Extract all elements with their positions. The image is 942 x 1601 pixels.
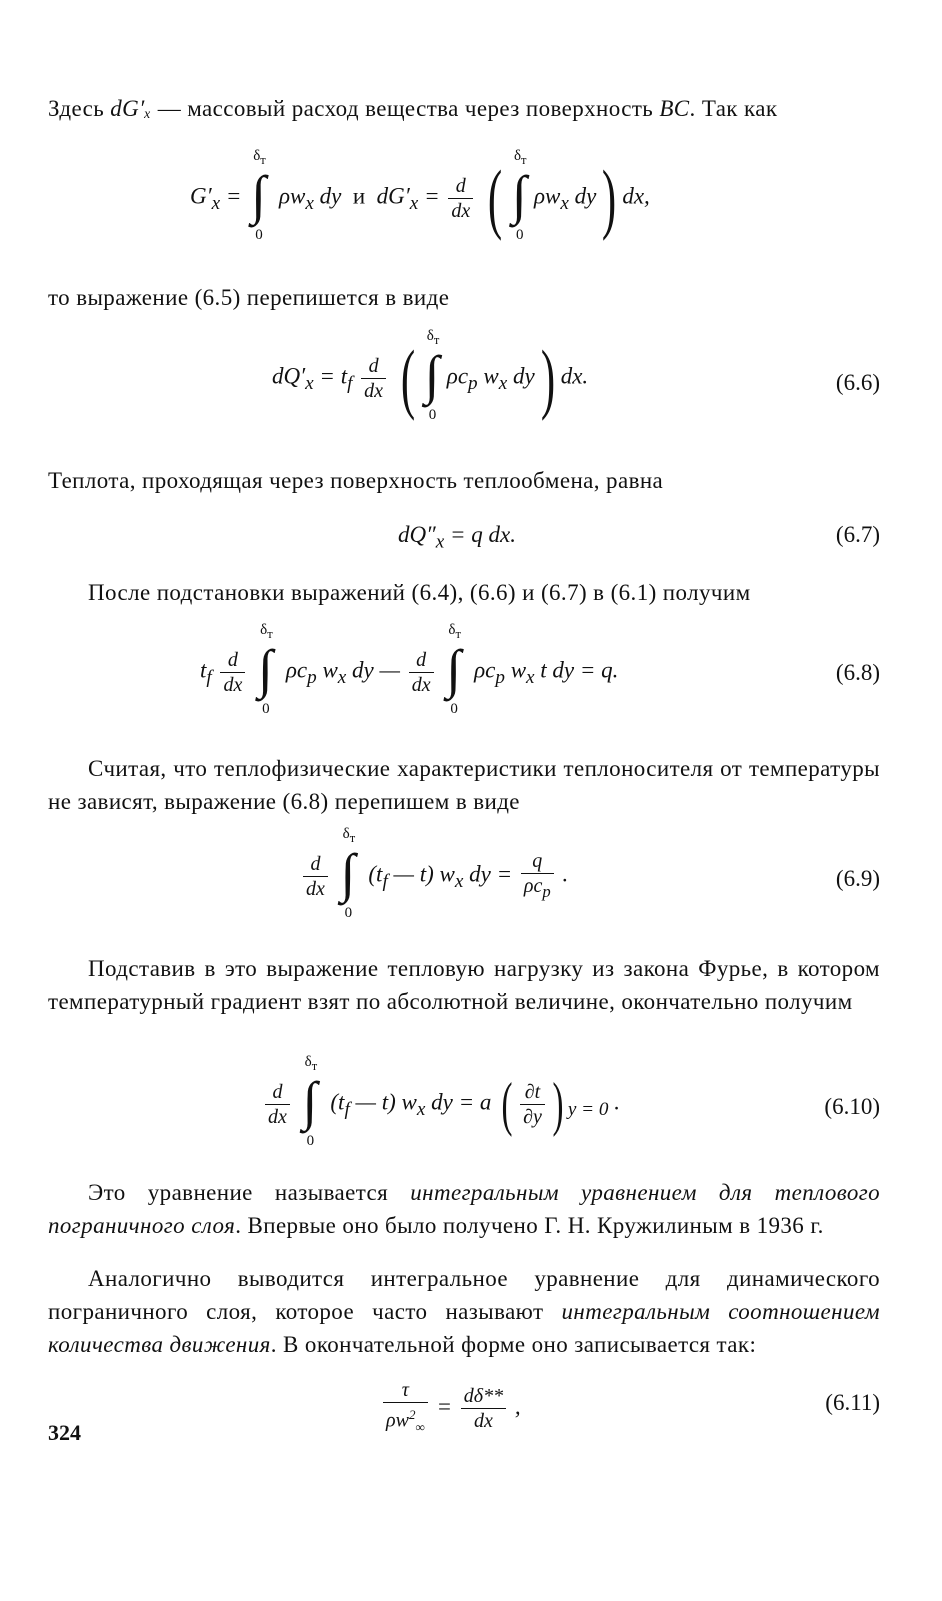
equation-number: (6.6) xyxy=(835,370,880,395)
equation-6-9: $\frac{d}{dx}$ $\delta_т$ ∫ 0 ($t_f$ — t) $w_x$ dy = $\frac{q}{\rho c_p}$ . xyxy=(300,836,568,916)
equation-number: (6.9) xyxy=(835,866,880,891)
equation-number: (6.7) xyxy=(835,522,880,547)
equation-6-10: $\frac{d}{dx}$ $\delta_т$ ∫ 0 ($t_f$ — t) $w_x$ dy = a ( $\frac{\partial t}{\partial y}$ ) $_{y = 0}$ . xyxy=(262,1064,620,1144)
paragraph-1 xyxy=(48,92,880,125)
equation-number: (6.11) xyxy=(825,1390,880,1415)
text: Аналогично выводится интегральное уравнение для динамического пограничного слоя, которое часто называют xyxy=(48,1266,880,1324)
page-number: 324 xyxy=(48,1420,81,1445)
equation-6-6: $dQ'_x = t_f$ $\frac{d}{dx}$ ( $\delta_т$ ∫ 0 $\rho c_p$ $w_x$ dy) dx. xyxy=(272,328,589,423)
paragraph-5: Считая, что теплофизические характеристики теплоносителя от температуры не зависят, выражение (6.8) перепишем в виде xyxy=(48,756,880,814)
paragraph-8 xyxy=(48,1262,880,1361)
text: . Так как xyxy=(689,96,778,121)
text: Здесь xyxy=(48,96,111,121)
symbol: BC xyxy=(659,96,690,121)
text: — массовый расход вещества через поверхность xyxy=(151,96,660,121)
paragraph-6: Подставив в это выражение тепловую нагрузку из закона Фурье, в котором температурный градиент взят по абсолютной величине, окончательно получим xyxy=(48,956,880,1014)
equation-1: $G'_x$ = $\delta_т$ ∫ 0 $\rho w_x$ dy и $dG'_x$ = $\frac{d}{dx}$ ( $\delta_т$ ∫ 0 $\rho w_x$ dy) dx, xyxy=(190,148,650,243)
equation-6-11: $\frac{\tau}{\rho w^2_\infty}$ = $\frac{d\delta**}{dx}$ , xyxy=(380,1378,521,1440)
equation-number: (6.10) xyxy=(824,1094,880,1119)
text: Это уравнение называется xyxy=(88,1180,411,1205)
text: . Впервые оно было получено Г. Н. Кружилиным в 1936 г. xyxy=(235,1213,824,1238)
equation-6-8: $t_f$ $\frac{d}{dx}$ $\delta_т$ ∫ 0 $\rho c_p$ $w_x$ dy — $\frac{d}{dx}$ $\delta_т$ ∫ 0 $\rho c_p$ $w_x$ t dy = q. xyxy=(200,622,619,717)
equation-number: (6.8) xyxy=(835,660,880,685)
paragraph-4: После подстановки выражений (6.4), (6.6) и (6.7) в (6.1) получим xyxy=(88,580,751,605)
symbol: dG′ₓ xyxy=(110,96,152,121)
paragraph-7 xyxy=(48,1176,880,1242)
equation-6-7: $dQ''_x = q$ dx. xyxy=(398,522,516,553)
text: . В окончательной форме оно записывается так: xyxy=(270,1332,757,1357)
paragraph-3: Теплота, проходящая через поверхность теплообмена, равна xyxy=(48,468,664,493)
term: интегральным уравнением для теплового пограничного слоя xyxy=(48,1180,880,1238)
paragraph-2: то выражение (6.5) перепишется в виде xyxy=(48,285,450,310)
term: интегральным соотношением количества движения xyxy=(48,1299,880,1357)
